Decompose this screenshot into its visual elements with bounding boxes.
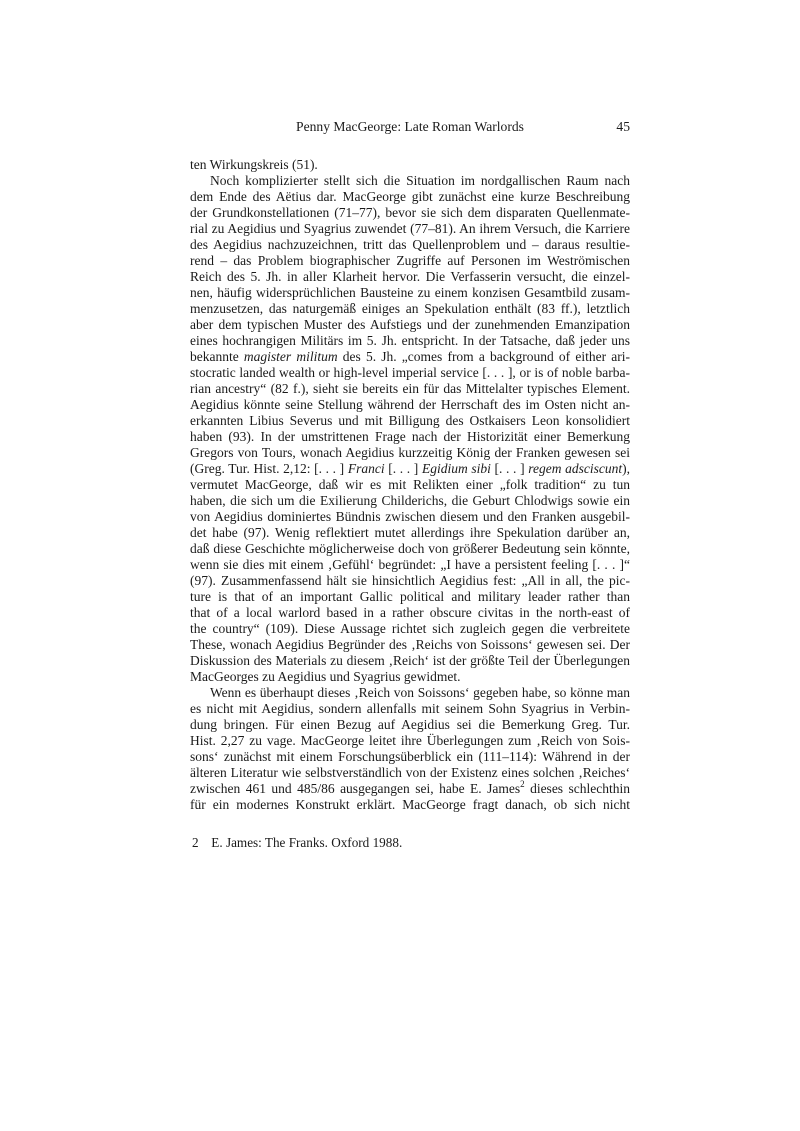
- text-line: sons‘ zunächst mit einem Forschungsüberblick ein (111–114): Während in der: [190, 749, 630, 764]
- text-line: daß diese Geschichte möglicherweise doch von größerer Bedeutung sein könnte,: [190, 541, 630, 556]
- text-segment: dieses schlechthin: [524, 781, 631, 796]
- text-line: haben, die sich um die Exilierung Childerichs, die Geburt Chlodwigs sowie ein: [190, 493, 630, 508]
- text-line: the country“ (109). Diese Aussage richtet sich zugleich gegen die verbreitete: [190, 621, 630, 636]
- text-line: Diskussion des Materials zu diesem ‚Reich‘ ist der größte Teil der Überlegungen: [190, 653, 630, 668]
- text-line: Hist. 2,27 zu vage. MacGeorge leitet ihre Überlegungen zum ‚Reich von Sois-: [190, 733, 630, 748]
- running-title: Penny MacGeorge: Late Roman Warlords: [296, 119, 524, 134]
- text-line: (97). Zusammenfassend hält sie hinsichtlich Aegidius fest: „All in all, the pic-: [190, 573, 630, 588]
- text-line: haben (93). In der umstrittenen Frage nach der Historizität einer Bemerkung: [190, 429, 630, 444]
- text-line: stocratic landed wealth or high-level imperial service [. . . ], or is of noble barba-: [190, 365, 630, 380]
- paragraph: [190, 157, 630, 173]
- text-line: ture is that of an important Gallic political and military leader rather than: [190, 589, 630, 604]
- paragraph: [190, 685, 630, 813]
- text-line: rian ancestry“ (82 f.), sieht sie bereits ein für das Mittelalter typisches Element.: [190, 381, 630, 396]
- italic-text: regem adsciscunt: [528, 461, 623, 476]
- text-line: ten Wirkungskreis (51).: [190, 157, 318, 172]
- text-line: Wenn es überhaupt dieses ‚Reich von Soissons‘ gegeben habe, so könne man: [210, 685, 630, 700]
- text-line: nen, häufig widersprüchlichen Bausteine zu einem konzisen Gesamtbild zusam-: [190, 285, 630, 300]
- text-line: that of a local warlord based in a rather obscure civitas in the north-east of: [190, 605, 630, 620]
- text-segment: (Greg. Tur. Hist. 2,12: [. . . ]: [190, 461, 348, 476]
- text-line: des Aegidius nachzuzeichnen, tritt das Quellenproblem und – daraus resultie-: [190, 237, 630, 252]
- text-segment: zwischen 461 und 485/86 ausgegangen sei, habe E. James: [190, 781, 521, 796]
- text-line: dung bringen. Für einen Bezug auf Aegidius sei die Bemerkung Greg. Tur.: [190, 717, 630, 732]
- text-line: Aegidius könnte seine Stellung während der Herrschaft des im Osten nicht an-: [190, 397, 630, 412]
- text-line: rend – das Problem biographischer Zugriffe auf Personen im Weströmischen: [190, 253, 630, 268]
- text-line: erkannten Libius Severus und mit Billigung des Ostkaisers Leon konsolidiert: [190, 413, 630, 428]
- text-line: [190, 461, 630, 477]
- text-segment: [. . . ]: [384, 461, 422, 476]
- text-line: Noch komplizierter stellt sich die Situation im nordgallischen Raum nach: [210, 173, 630, 188]
- page-content: [190, 157, 630, 851]
- text-segment: des 5. Jh. „comes from a background of either ari-: [337, 349, 630, 364]
- text-segment: ),: [622, 461, 630, 476]
- text-line: det habe (97). Wenig reflektiert mutet allerdings ihre Spekulation darüber an,: [190, 525, 630, 540]
- paragraph: [190, 173, 630, 685]
- text-line: Gregors von Tours, wonach Aegidius kurzzeitig König der Franken gewesen sei: [190, 445, 630, 460]
- footnote-number: 2: [192, 835, 199, 850]
- footnote-text: E. James: The Franks. Oxford 1988.: [211, 835, 403, 850]
- text-line: eines hochrangigen Militärs im 5. Jh. entspricht. In der Tatsache, daß jeder uns: [190, 333, 630, 348]
- italic-text: Franci: [347, 461, 385, 476]
- text-line: [190, 349, 630, 365]
- text-line: für ein modernes Konstrukt erklärt. MacGeorge fragt danach, ob sich nicht: [190, 797, 630, 812]
- text-segment: [. . . ]: [490, 461, 529, 476]
- running-header: [190, 118, 630, 136]
- body-text: [190, 157, 630, 813]
- text-line: rial zu Aegidius und Syagrius zuwendet (77–81). An ihrem Versuch, die Karriere: [190, 221, 630, 236]
- text-line: Reich des 5. Jh. in aller Klarheit hervor. Die Verfasserin versucht, die einzel-: [190, 269, 630, 284]
- footnote: [192, 835, 630, 851]
- text-line: aber dem typischen Muster des Aufstiegs und der zunehmenden Emanzipation: [190, 317, 630, 332]
- text-line: vermutet MacGeorge, daß wir es mit Relikten einer „folk tradition“ zu tun: [190, 477, 630, 492]
- text-line: These, wonach Aegidius Begründer des ‚Reichs von Soissons‘ gewesen sei. Der: [190, 637, 630, 652]
- footnote-marker: 2: [520, 779, 525, 789]
- text-line: von Aegidius dominiertes Bündnis zwischen diesem und den Franken ausgebil-: [190, 509, 630, 524]
- text-line: dem Ende des Aëtius dar. MacGeorge gibt zunächst eine kurze Beschreibung: [190, 189, 630, 204]
- page-number: 45: [616, 119, 630, 134]
- text-line: wenn sie dies mit einem ‚Gefühl‘ begründet: „I have a persistent feeling [. . . ]“: [190, 557, 630, 572]
- text-line: [190, 781, 630, 797]
- text-line: der Grundkonstellationen (71–77), bevor sie sich dem disparaten Quellenmate-: [190, 205, 630, 220]
- text-line: es nicht mit Aegidius, sondern allenfalls mit seinem Sohn Syagrius in Verbin-: [190, 701, 630, 716]
- text-segment: bekannte: [190, 349, 244, 364]
- italic-text: magister militum: [243, 349, 338, 364]
- text-line: menzusetzen, das naturgemäß einiges an Spekulation enthält (83 ff.), letztlich: [190, 301, 630, 316]
- italic-text: Egidium sibi: [421, 461, 491, 476]
- text-line: MacGeorges zu Aegidius und Syagrius gewidmet.: [190, 669, 461, 684]
- text-line: älteren Literatur wie selbstverständlich von der Existenz eines solchen ‚Reiches‘: [190, 765, 630, 780]
